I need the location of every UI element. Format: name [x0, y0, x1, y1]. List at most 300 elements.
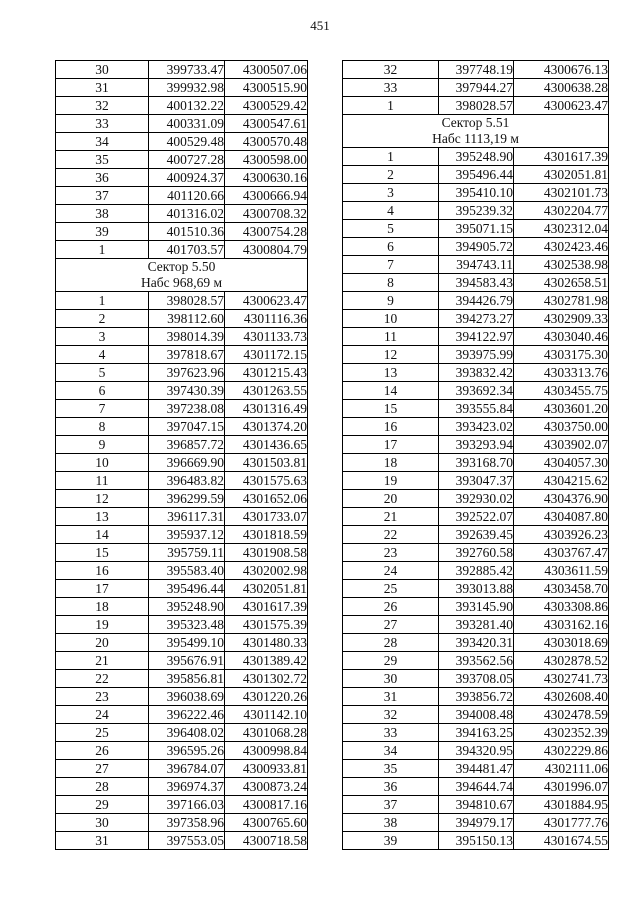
- x-coordinate: 394122.97: [439, 328, 514, 346]
- x-coordinate: 393832.42: [439, 364, 514, 382]
- table-row: [56, 688, 308, 706]
- table-row: [343, 202, 609, 220]
- x-coordinate: 397623.96: [149, 364, 225, 382]
- x-coordinate: 393293.94: [439, 436, 514, 454]
- y-coordinate: 4300515.90: [225, 79, 308, 97]
- table-row: [343, 634, 609, 652]
- x-coordinate: 392760.58: [439, 544, 514, 562]
- point-number: 16: [56, 562, 149, 580]
- x-coordinate: 398028.57: [439, 97, 514, 115]
- y-coordinate: 4300598.00: [225, 151, 308, 169]
- point-number: 38: [343, 814, 439, 832]
- y-coordinate: 4300718.58: [225, 832, 308, 850]
- y-coordinate: 4300666.94: [225, 187, 308, 205]
- y-coordinate: 4302229.86: [514, 742, 609, 760]
- point-number: 32: [56, 97, 149, 115]
- y-coordinate: 4301996.07: [514, 778, 609, 796]
- x-coordinate: 400727.28: [149, 151, 225, 169]
- x-coordinate: 395239.32: [439, 202, 514, 220]
- table-row: [343, 97, 609, 115]
- y-coordinate: 4301480.33: [225, 634, 308, 652]
- x-coordinate: 394481.47: [439, 760, 514, 778]
- y-coordinate: 4303308.86: [514, 598, 609, 616]
- x-coordinate: 394979.17: [439, 814, 514, 832]
- x-coordinate: 393555.84: [439, 400, 514, 418]
- table-row: [343, 526, 609, 544]
- point-number: 25: [56, 724, 149, 742]
- x-coordinate: 394273.27: [439, 310, 514, 328]
- y-coordinate: 4300817.16: [225, 796, 308, 814]
- x-coordinate: 399733.47: [149, 61, 225, 79]
- table-row: [56, 187, 308, 205]
- point-number: 30: [56, 61, 149, 79]
- point-number: 11: [343, 328, 439, 346]
- y-coordinate: 4300998.84: [225, 742, 308, 760]
- table-row: [56, 508, 308, 526]
- x-coordinate: 395759.11: [149, 544, 225, 562]
- y-coordinate: 4303162.16: [514, 616, 609, 634]
- y-coordinate: 4302608.40: [514, 688, 609, 706]
- x-coordinate: 392930.02: [439, 490, 514, 508]
- section-title: Сектор 5.51: [441, 115, 510, 130]
- point-number: 14: [56, 526, 149, 544]
- table-row: [56, 724, 308, 742]
- x-coordinate: 394163.25: [439, 724, 514, 742]
- table-row: [343, 364, 609, 382]
- x-coordinate: 393281.40: [439, 616, 514, 634]
- point-number: 20: [343, 490, 439, 508]
- point-number: 22: [56, 670, 149, 688]
- table-row: [343, 814, 609, 832]
- x-coordinate: 396974.37: [149, 778, 225, 796]
- table-row: [343, 61, 609, 79]
- point-number: 31: [56, 832, 149, 850]
- x-coordinate: 396857.72: [149, 436, 225, 454]
- y-coordinate: 4300547.61: [225, 115, 308, 133]
- point-number: 9: [56, 436, 149, 454]
- table-row: [56, 436, 308, 454]
- table-row: [343, 310, 609, 328]
- y-coordinate: 4302002.98: [225, 562, 308, 580]
- table-row: [56, 670, 308, 688]
- table-row: [343, 778, 609, 796]
- y-coordinate: 4301777.76: [514, 814, 609, 832]
- y-coordinate: 4302352.39: [514, 724, 609, 742]
- section-elevation: Набс 968,69 м: [140, 275, 223, 290]
- point-number: 32: [343, 706, 439, 724]
- section-header-row: [56, 259, 308, 292]
- point-number: 28: [343, 634, 439, 652]
- table-row: [56, 418, 308, 436]
- point-number: 37: [343, 796, 439, 814]
- table-row: [343, 328, 609, 346]
- x-coordinate: 396784.07: [149, 760, 225, 778]
- x-coordinate: 396669.90: [149, 454, 225, 472]
- point-number: 31: [56, 79, 149, 97]
- point-number: 4: [343, 202, 439, 220]
- y-coordinate: 4301142.10: [225, 706, 308, 724]
- point-number: 23: [56, 688, 149, 706]
- x-coordinate: 393420.31: [439, 634, 514, 652]
- table-row: [343, 688, 609, 706]
- table-row: [343, 220, 609, 238]
- y-coordinate: 4301617.39: [225, 598, 308, 616]
- point-number: 13: [56, 508, 149, 526]
- x-coordinate: 397358.96: [149, 814, 225, 832]
- section-header-row: [343, 115, 609, 148]
- point-number: 8: [343, 274, 439, 292]
- table-row: [343, 652, 609, 670]
- table-row: [56, 472, 308, 490]
- table-row: [56, 598, 308, 616]
- y-coordinate: 4300623.47: [225, 292, 308, 310]
- table-row: [56, 241, 308, 259]
- point-number: 35: [56, 151, 149, 169]
- point-number: 35: [343, 760, 439, 778]
- table-row: [343, 274, 609, 292]
- y-coordinate: 4302312.04: [514, 220, 609, 238]
- point-number: 22: [343, 526, 439, 544]
- table-row: [56, 79, 308, 97]
- y-coordinate: 4301908.58: [225, 544, 308, 562]
- point-number: 33: [343, 724, 439, 742]
- table-row: [56, 526, 308, 544]
- x-coordinate: 395323.48: [149, 616, 225, 634]
- y-coordinate: 4301133.73: [225, 328, 308, 346]
- y-coordinate: 4301884.95: [514, 796, 609, 814]
- section-title: Сектор 5.50: [147, 259, 216, 274]
- table-row: [56, 328, 308, 346]
- table-row: [343, 508, 609, 526]
- y-coordinate: 4301172.15: [225, 346, 308, 364]
- x-coordinate: 393168.70: [439, 454, 514, 472]
- y-coordinate: 4301374.20: [225, 418, 308, 436]
- y-coordinate: 4304057.30: [514, 454, 609, 472]
- y-coordinate: 4303455.75: [514, 382, 609, 400]
- x-coordinate: 400132.22: [149, 97, 225, 115]
- table-row: [343, 472, 609, 490]
- table-row: [56, 760, 308, 778]
- table-row: [343, 796, 609, 814]
- point-number: 19: [343, 472, 439, 490]
- table-row: [343, 256, 609, 274]
- y-coordinate: 4302741.73: [514, 670, 609, 688]
- y-coordinate: 4301575.63: [225, 472, 308, 490]
- point-number: 2: [56, 310, 149, 328]
- coordinates-table-left: [55, 60, 308, 850]
- y-coordinate: 4302051.81: [514, 166, 609, 184]
- y-coordinate: 4301674.55: [514, 832, 609, 850]
- y-coordinate: 4302878.52: [514, 652, 609, 670]
- y-coordinate: 4300804.79: [225, 241, 308, 259]
- table-row: [56, 115, 308, 133]
- x-coordinate: 393708.05: [439, 670, 514, 688]
- table-row: [343, 79, 609, 97]
- point-number: 2: [343, 166, 439, 184]
- point-number: 17: [343, 436, 439, 454]
- table-row: [56, 400, 308, 418]
- point-number: 1: [343, 97, 439, 115]
- x-coordinate: 393145.90: [439, 598, 514, 616]
- point-number: 24: [56, 706, 149, 724]
- point-number: 1: [56, 292, 149, 310]
- point-number: 8: [56, 418, 149, 436]
- table-row: [56, 544, 308, 562]
- table-row: [343, 490, 609, 508]
- point-number: 10: [343, 310, 439, 328]
- point-number: 27: [343, 616, 439, 634]
- point-number: 11: [56, 472, 149, 490]
- table-row: [56, 61, 308, 79]
- point-number: 21: [343, 508, 439, 526]
- x-coordinate: 392885.42: [439, 562, 514, 580]
- y-coordinate: 4302204.77: [514, 202, 609, 220]
- y-coordinate: 4303767.47: [514, 544, 609, 562]
- y-coordinate: 4301220.26: [225, 688, 308, 706]
- y-coordinate: 4303175.30: [514, 346, 609, 364]
- y-coordinate: 4301215.43: [225, 364, 308, 382]
- x-coordinate: 395410.10: [439, 184, 514, 202]
- x-coordinate: 397238.08: [149, 400, 225, 418]
- y-coordinate: 4304215.62: [514, 472, 609, 490]
- table-row: [56, 151, 308, 169]
- point-number: 6: [343, 238, 439, 256]
- point-number: 31: [343, 688, 439, 706]
- point-number: 18: [56, 598, 149, 616]
- table-row: [343, 238, 609, 256]
- table-row: [56, 310, 308, 328]
- point-number: 32: [343, 61, 439, 79]
- table-row: [56, 205, 308, 223]
- x-coordinate: 395150.13: [439, 832, 514, 850]
- point-number: 7: [56, 400, 149, 418]
- x-coordinate: 396483.82: [149, 472, 225, 490]
- y-coordinate: 4302909.33: [514, 310, 609, 328]
- point-number: 6: [56, 382, 149, 400]
- x-coordinate: 395248.90: [149, 598, 225, 616]
- section-elevation: Набс 1113,19 м: [432, 131, 519, 146]
- table-row: [56, 562, 308, 580]
- y-coordinate: 4301316.49: [225, 400, 308, 418]
- x-coordinate: 394426.79: [439, 292, 514, 310]
- x-coordinate: 393047.37: [439, 472, 514, 490]
- x-coordinate: 392522.07: [439, 508, 514, 526]
- y-coordinate: 4303926.23: [514, 526, 609, 544]
- x-coordinate: 393013.88: [439, 580, 514, 598]
- point-number: 12: [343, 346, 439, 364]
- y-coordinate: 4304376.90: [514, 490, 609, 508]
- table-row: [343, 346, 609, 364]
- x-coordinate: 400331.09: [149, 115, 225, 133]
- y-coordinate: 4301617.39: [514, 148, 609, 166]
- y-coordinate: 4300570.48: [225, 133, 308, 151]
- point-number: 1: [343, 148, 439, 166]
- x-coordinate: 397430.39: [149, 382, 225, 400]
- y-coordinate: 4302051.81: [225, 580, 308, 598]
- table-row: [343, 166, 609, 184]
- point-number: 36: [56, 169, 149, 187]
- y-coordinate: 4303611.59: [514, 562, 609, 580]
- y-coordinate: 4301575.39: [225, 616, 308, 634]
- table-row: [56, 169, 308, 187]
- table-row: [343, 580, 609, 598]
- point-number: 16: [343, 418, 439, 436]
- x-coordinate: 398112.60: [149, 310, 225, 328]
- y-coordinate: 4300933.81: [225, 760, 308, 778]
- x-coordinate: 395496.44: [439, 166, 514, 184]
- y-coordinate: 4300630.16: [225, 169, 308, 187]
- y-coordinate: 4300638.28: [514, 79, 609, 97]
- table-row: [343, 832, 609, 850]
- x-coordinate: 394644.74: [439, 778, 514, 796]
- point-number: 26: [343, 598, 439, 616]
- point-number: 3: [56, 328, 149, 346]
- point-number: 9: [343, 292, 439, 310]
- x-coordinate: 401120.66: [149, 187, 225, 205]
- x-coordinate: 393856.72: [439, 688, 514, 706]
- x-coordinate: 399932.98: [149, 79, 225, 97]
- x-coordinate: 401316.02: [149, 205, 225, 223]
- table-row: [56, 742, 308, 760]
- y-coordinate: 4302101.73: [514, 184, 609, 202]
- x-coordinate: 400924.37: [149, 169, 225, 187]
- point-number: 37: [56, 187, 149, 205]
- table-row: [343, 400, 609, 418]
- table-row: [56, 133, 308, 151]
- y-coordinate: 4301263.55: [225, 382, 308, 400]
- point-number: 4: [56, 346, 149, 364]
- table-row: [56, 97, 308, 115]
- x-coordinate: 396595.26: [149, 742, 225, 760]
- x-coordinate: 395499.10: [149, 634, 225, 652]
- point-number: 23: [343, 544, 439, 562]
- x-coordinate: 396408.02: [149, 724, 225, 742]
- x-coordinate: 396222.46: [149, 706, 225, 724]
- x-coordinate: 401703.57: [149, 241, 225, 259]
- point-number: 36: [343, 778, 439, 796]
- y-coordinate: 4301503.81: [225, 454, 308, 472]
- x-coordinate: 394810.67: [439, 796, 514, 814]
- x-coordinate: 394008.48: [439, 706, 514, 724]
- y-coordinate: 4303040.46: [514, 328, 609, 346]
- point-number: 12: [56, 490, 149, 508]
- table-row: [343, 706, 609, 724]
- x-coordinate: 393423.02: [439, 418, 514, 436]
- x-coordinate: 397166.03: [149, 796, 225, 814]
- point-number: 27: [56, 760, 149, 778]
- point-number: 20: [56, 634, 149, 652]
- x-coordinate: 400529.48: [149, 133, 225, 151]
- y-coordinate: 4301818.59: [225, 526, 308, 544]
- table-row: [343, 382, 609, 400]
- table-row: [343, 562, 609, 580]
- point-number: 13: [343, 364, 439, 382]
- y-coordinate: 4301733.07: [225, 508, 308, 526]
- x-coordinate: 393692.34: [439, 382, 514, 400]
- section-header: [56, 259, 308, 292]
- x-coordinate: 394583.43: [439, 274, 514, 292]
- table-row: [343, 670, 609, 688]
- table-row: [56, 382, 308, 400]
- y-coordinate: 4302111.06: [514, 760, 609, 778]
- y-coordinate: 4303601.20: [514, 400, 609, 418]
- point-number: 17: [56, 580, 149, 598]
- point-number: 39: [56, 223, 149, 241]
- x-coordinate: 401510.36: [149, 223, 225, 241]
- point-number: 26: [56, 742, 149, 760]
- x-coordinate: 396038.69: [149, 688, 225, 706]
- table-row: [343, 418, 609, 436]
- x-coordinate: 397047.15: [149, 418, 225, 436]
- table-row: [56, 832, 308, 850]
- point-number: 34: [343, 742, 439, 760]
- point-number: 1: [56, 241, 149, 259]
- y-coordinate: 4303018.69: [514, 634, 609, 652]
- table-row: [343, 148, 609, 166]
- table-row: [56, 706, 308, 724]
- table-row: [343, 724, 609, 742]
- x-coordinate: 393562.56: [439, 652, 514, 670]
- table-row: [343, 292, 609, 310]
- table-row: [343, 616, 609, 634]
- table-row: [343, 184, 609, 202]
- section-header: [343, 115, 609, 148]
- y-coordinate: 4302478.59: [514, 706, 609, 724]
- table-row: [343, 598, 609, 616]
- table-row: [56, 796, 308, 814]
- y-coordinate: 4300754.28: [225, 223, 308, 241]
- point-number: 21: [56, 652, 149, 670]
- y-coordinate: 4304087.80: [514, 508, 609, 526]
- y-coordinate: 4302538.98: [514, 256, 609, 274]
- point-number: 28: [56, 778, 149, 796]
- coordinates-table-right: [342, 60, 609, 850]
- x-coordinate: 395676.91: [149, 652, 225, 670]
- x-coordinate: 395071.15: [439, 220, 514, 238]
- y-coordinate: 4303313.76: [514, 364, 609, 382]
- point-number: 33: [56, 115, 149, 133]
- point-number: 30: [343, 670, 439, 688]
- y-coordinate: 4301116.36: [225, 310, 308, 328]
- y-coordinate: 4302658.51: [514, 274, 609, 292]
- point-number: 15: [343, 400, 439, 418]
- point-number: 38: [56, 205, 149, 223]
- point-number: 24: [343, 562, 439, 580]
- y-coordinate: 4300708.32: [225, 205, 308, 223]
- y-coordinate: 4302781.98: [514, 292, 609, 310]
- point-number: 5: [343, 220, 439, 238]
- point-number: 3: [343, 184, 439, 202]
- table-row: [56, 454, 308, 472]
- table-row: [56, 652, 308, 670]
- y-coordinate: 4300676.13: [514, 61, 609, 79]
- x-coordinate: 398014.39: [149, 328, 225, 346]
- y-coordinate: 4300529.42: [225, 97, 308, 115]
- point-number: 19: [56, 616, 149, 634]
- y-coordinate: 4300765.60: [225, 814, 308, 832]
- table-row: [343, 454, 609, 472]
- table-row: [56, 814, 308, 832]
- table-row: [56, 346, 308, 364]
- x-coordinate: 394320.95: [439, 742, 514, 760]
- x-coordinate: 396117.31: [149, 508, 225, 526]
- x-coordinate: 397748.19: [439, 61, 514, 79]
- point-number: 7: [343, 256, 439, 274]
- y-coordinate: 4301068.28: [225, 724, 308, 742]
- point-number: 29: [343, 652, 439, 670]
- y-coordinate: 4301389.42: [225, 652, 308, 670]
- x-coordinate: 394905.72: [439, 238, 514, 256]
